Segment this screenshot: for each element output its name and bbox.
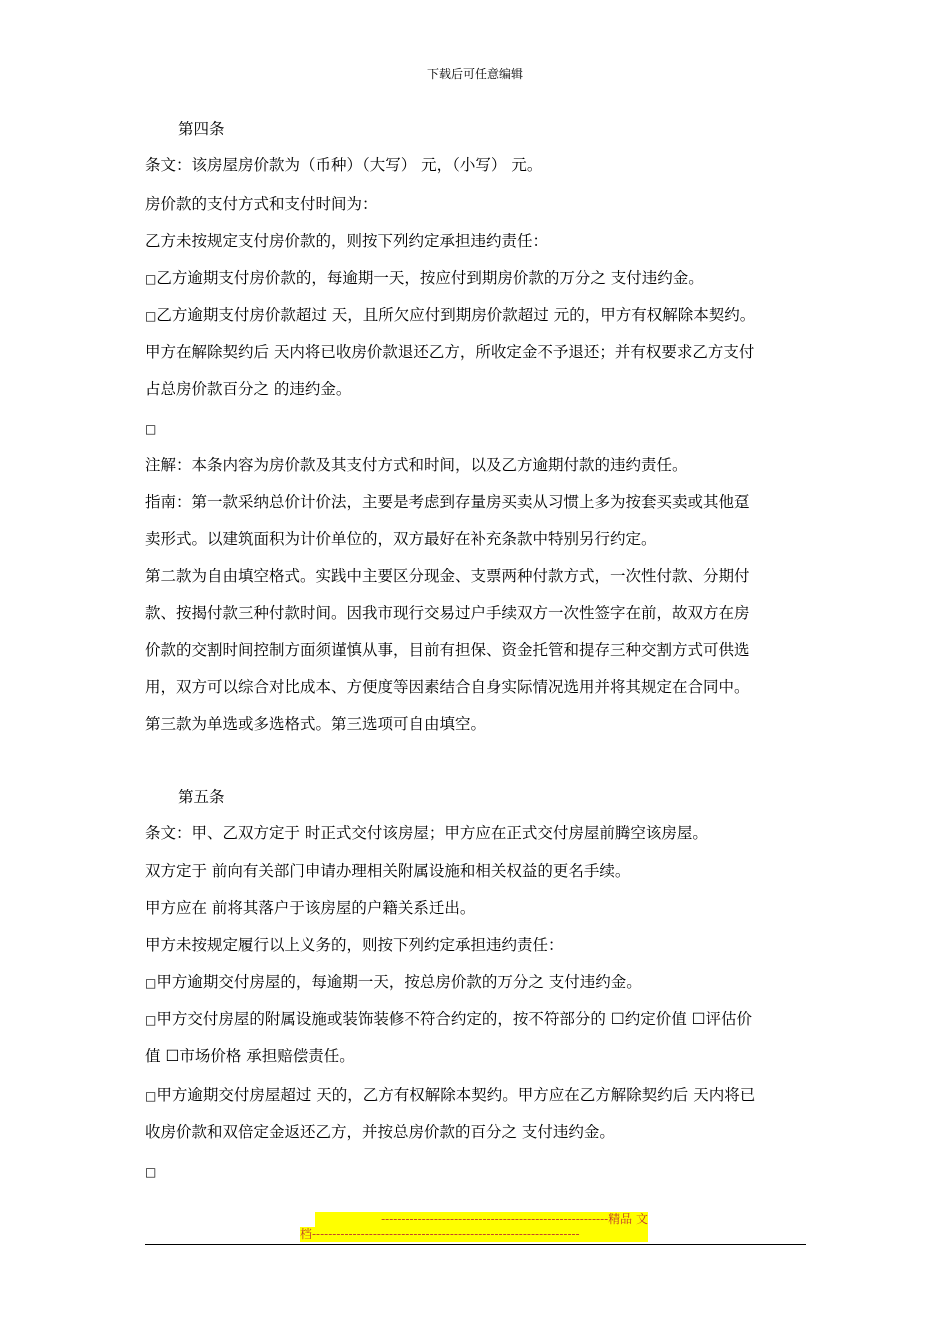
article-4-refund-line-2: 占总房价款百分之 的违约金。 xyxy=(145,380,352,398)
checkbox-icon[interactable]: □ xyxy=(145,1013,157,1027)
article-5-liability-intro: 甲方未按规定履行以上义务的，则按下列约定承担违约责任： xyxy=(145,936,564,954)
article-5-option-1 xyxy=(145,972,815,993)
article-5-option-3 xyxy=(145,1085,815,1106)
article-5-option-2-cont xyxy=(145,1046,815,1066)
article-4-option-1 xyxy=(145,268,815,289)
option-text: 甲方逾期交付房屋超过 天的，乙方有权解除本契约。甲方应在乙方解除契约后 天内将已 xyxy=(156,1086,756,1104)
footer-line-1: --------------------------------------------------------精品 文 xyxy=(315,1212,648,1227)
checkbox-icon[interactable]: ☐ xyxy=(165,1047,180,1065)
footer-divider xyxy=(145,1244,806,1245)
checkbox-icon[interactable]: ☐ xyxy=(610,1010,625,1028)
article-4-refund-line-1: 甲方在解除契约后 天内将已收房价款退还乙方，所收定金不予退还；并有权要求乙方支付 xyxy=(145,343,755,361)
page-header: 下载后可任意编辑 xyxy=(426,67,523,81)
checkbox-icon[interactable]: □ xyxy=(145,309,157,323)
article-5-clause: 条文：甲、乙双方定于 时正式交付该房屋；甲方应在正式交付房屋前腾空该房屋。 xyxy=(145,824,708,842)
article-4-second-line-3: 价款的交割时间控制方面须谨慎从事，目前有担保、资金托管和提存三种交割方式可供选 xyxy=(145,641,750,659)
option-text: 值 xyxy=(145,1047,166,1065)
article-5-household-registration: 甲方应在 前将其落户于该房屋的户籍关系迁出。 xyxy=(145,899,476,917)
option-text: 甲方逾期交付房屋的，每逾期一天，按总房价款的万分之 支付违约金。 xyxy=(156,973,642,991)
choice-agreed-value: 约定价值 xyxy=(624,1010,692,1028)
article-4-option-2 xyxy=(145,305,815,326)
article-5-heading: 第五条 xyxy=(178,788,225,806)
article-4-second-line-2: 款、按揭付款三种付款时间。因我市现行交易过户手续双方一次性签字在前，故双方在房 xyxy=(145,604,750,622)
checkbox-icon[interactable]: □ xyxy=(145,1165,157,1179)
article-4-heading: 第四条 xyxy=(178,120,225,138)
article-4-clause: 条文：该房屋房价款为（币种）（大写） 元，（小写） 元。 xyxy=(145,156,543,174)
article-4-payment-method: 房价款的支付方式和支付时间为： xyxy=(145,195,378,213)
article-4-second-line-4: 用，双方可以综合对比成本、方便度等因素结合自身实际情况选用并将其规定在合同中。 xyxy=(145,678,750,696)
article-4-note: 注解：本条内容为房价款及其支付方式和时间，以及乙方逾期付款的违约责任。 xyxy=(145,456,688,474)
article-4-third: 第三款为单选或多选格式。第三选项可自由填空。 xyxy=(145,715,487,733)
choice-market-price: 市场价格 承担赔偿责任。 xyxy=(179,1047,355,1065)
option-text: 乙方逾期支付房价款超过 天，且所欠应付到期房价款超过 元的，甲方有权解除本契约。 xyxy=(156,306,756,324)
choice-assessed-value: 评估价 xyxy=(705,1010,753,1028)
option-text: 乙方逾期支付房价款的，每逾期一天，按应付到期房价款的万分之 支付违约金。 xyxy=(156,269,704,287)
article-4-option-3 xyxy=(145,418,815,439)
article-4-second-line-1: 第二款为自由填空格式。实践中主要区分现金、支票两种付款方式，一次性付款、分期付 xyxy=(145,567,750,585)
checkbox-icon[interactable]: ☐ xyxy=(691,1010,706,1028)
checkbox-icon[interactable]: □ xyxy=(145,272,157,286)
footer-line-2: 档------------------------------------------------------------------ xyxy=(300,1227,648,1242)
option-text: 甲方交付房屋的附属设施或装饰装修不符合约定的，按不符部分的 xyxy=(156,1010,611,1028)
article-5-rename-procedure: 双方定于 前向有关部门申请办理相关附属设施和相关权益的更名手续。 xyxy=(145,862,631,880)
article-4-liability-intro: 乙方未按规定支付房价款的，则按下列约定承担违约责任： xyxy=(145,232,549,250)
article-4-guide-line-1: 指南：第一款采纳总价计价法，主要是考虑到存量房买卖从习惯上多为按套买卖或其他趸 xyxy=(145,493,750,511)
checkbox-icon[interactable]: □ xyxy=(145,976,157,990)
article-5-option-4 xyxy=(145,1161,815,1182)
checkbox-icon[interactable]: □ xyxy=(145,422,157,436)
article-4-guide-line-2: 卖形式。以建筑面积为计价单位的，双方最好在补充条款中特别另行约定。 xyxy=(145,530,657,548)
article-5-option-2 xyxy=(145,1009,815,1030)
footer-watermark xyxy=(300,1212,648,1242)
article-5-option-3-cont: 收房价款和双倍定金返还乙方，并按总房价款的百分之 支付违约金。 xyxy=(145,1123,615,1141)
checkbox-icon[interactable]: □ xyxy=(145,1089,157,1103)
